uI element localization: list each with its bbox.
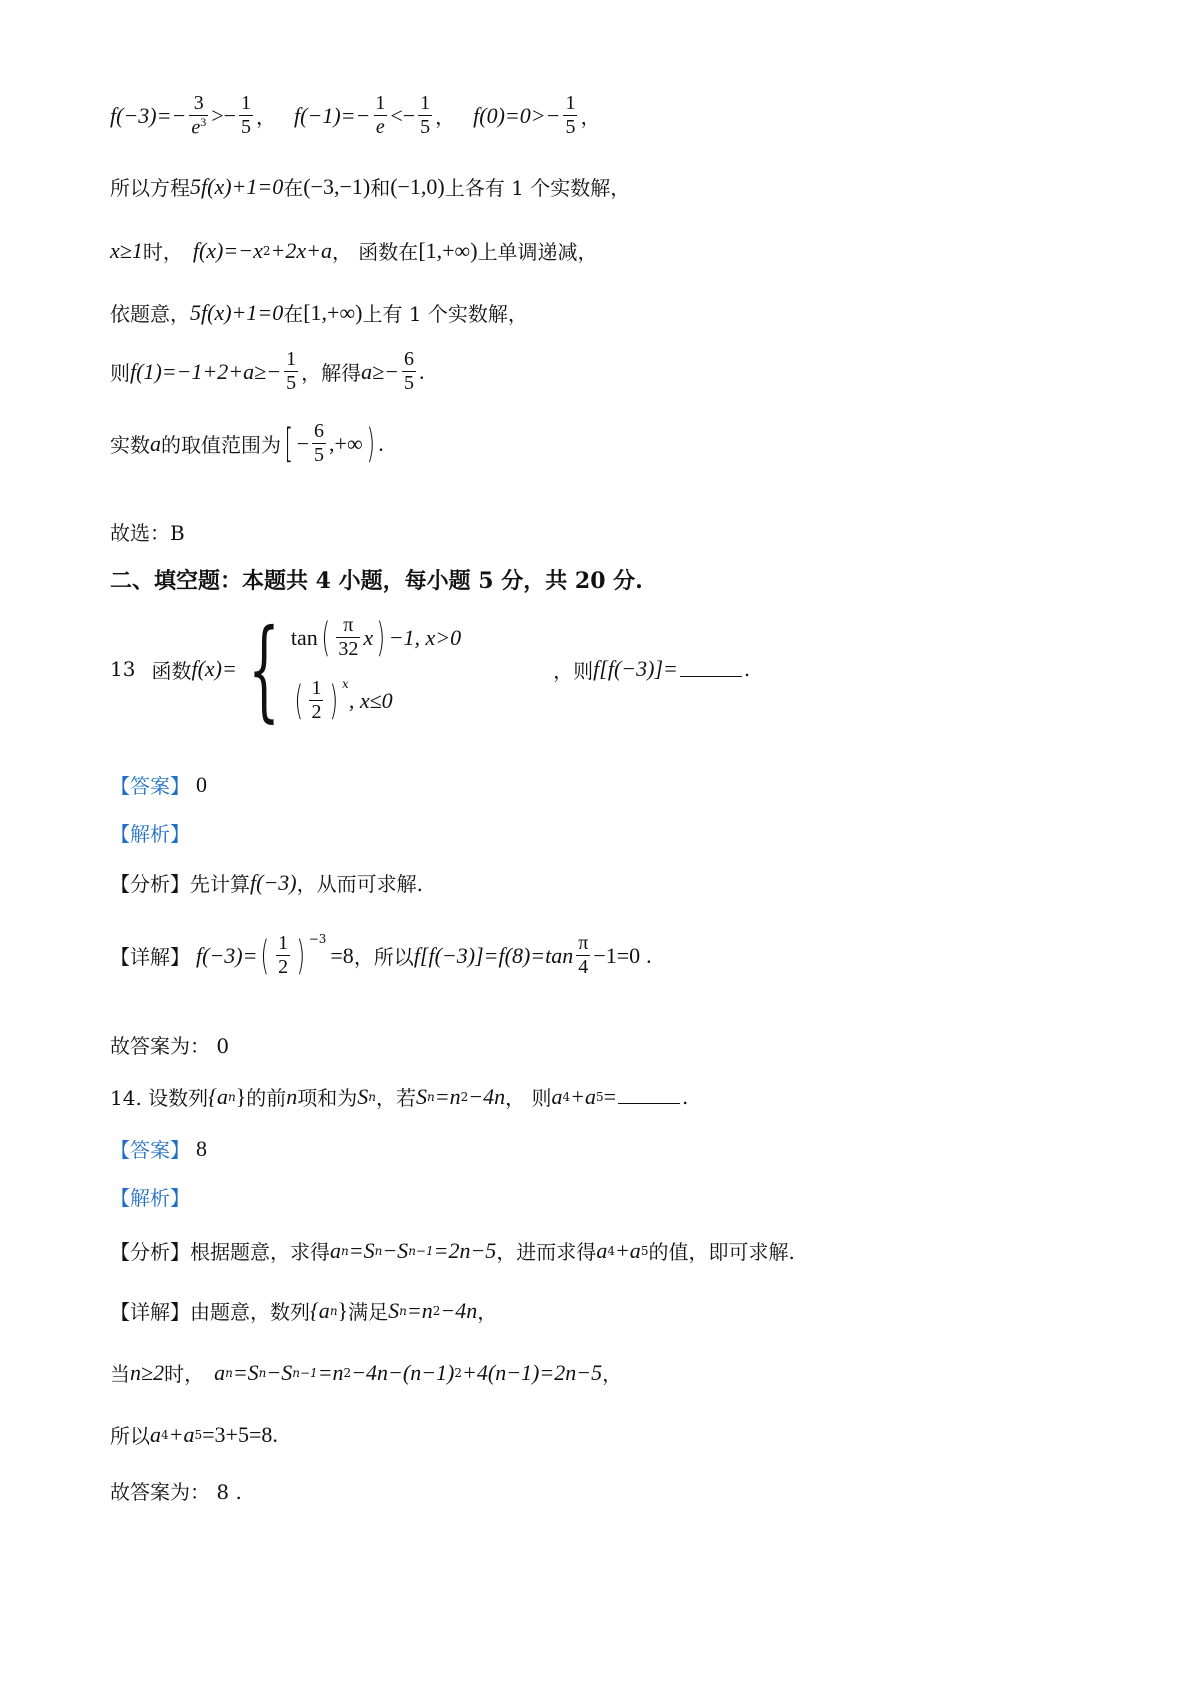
step-n2: 当 n≥2 时， a n =S n −S n−1 =n 2 −4n−(n−1) 2 +4(n−1)=2n−5 ，: [110, 1359, 623, 1386]
frac-1-over-5c: $\frac{1}{5}$: [565, 92, 576, 139]
frac-1-over-e: $\frac{1}{e}$: [375, 92, 386, 139]
answer-blank-14: [618, 1089, 680, 1104]
question-14: 14. 设数列 {a n } 的前 n 项和为 S n ，若 S n =n 2 −4n ， 则 a 4 +a 5 = .: [110, 1083, 689, 1110]
final-answer-13: 故答案为： 0: [110, 1034, 230, 1058]
eq-line-5: 则 f(1)=−1+2+a≥− $\frac{1}{5}$ ，解得 a≥− $\frac{6}{5}$ .: [110, 348, 425, 394]
question-13: 13 函数 f(x)= { tan ( $\frac{\pi}{32}$ x ) −1, x>0 ( $\frac{1}{2}$ ) $^x$ , x≤0 ，则 f[f(−3)]= .: [110, 605, 751, 733]
fenxi-14: 【分析】 根据题意，求得 a n =S n −S n−1 =2n−5 ，进而求得 a 4 +a 5 的值，即可求解.: [110, 1237, 795, 1264]
answer-blank: [680, 662, 742, 677]
frac-3-over-e3: $\frac{3}{e^3}$: [191, 92, 207, 139]
step-sum: 所以 a 4 +a 5 =3+5=8 .: [110, 1421, 278, 1448]
answer-choice: 故选：B: [110, 521, 185, 545]
eq-line-4: 依题意， 5f(x)+1=0 在 [1,+∞) 上有 1 个实数解，: [110, 299, 528, 326]
answer-14: 【答案】 8: [110, 1135, 207, 1162]
frac-6-over-5b: $\frac{6}{5}$: [314, 420, 325, 466]
eq-line-1: f(−3)=− $\frac{3}{e^3}$ >− $\frac{1}{5}$ ， f(−1)=− $\frac{1}{e}$ <− $\frac{1}{5}$ ， f(0)=0>− $\frac{1}{5}$ ，: [110, 92, 601, 139]
fenxi-13: 【分析】 先计算 f(−3) ，从而可求解.: [110, 869, 423, 896]
frac-6-over-5: $\frac{6}{5}$: [404, 348, 414, 394]
section-heading: 二、填空题：本题共 4 小题，每小题 5 分，共 20 分.: [110, 568, 643, 594]
eq-line-3: x≥1 时， f(x)=−x 2 +2x+a ， 函数在 [1,+∞) 上单调递减，: [110, 237, 598, 264]
left-brace: {: [248, 605, 280, 733]
eq-line-6: 实数 a 的取值范围为 [ − $\frac{6}{5}$ ,+∞ ) .: [110, 420, 384, 467]
final-answer-14: 故答案为： 8 .: [110, 1480, 242, 1504]
eq-line-2: 所以方程 5f(x)+1=0 在 (−3,−1) 和 (−1,0) 上各有 1 个实数解，: [110, 173, 631, 200]
detail-14: 【详解】 由题意，数列 {a n } 满足 S n =n 2 −4n ，: [110, 1297, 498, 1324]
piecewise-cases: tan ( $\frac{\pi}{32}$ x ) −1, x>0 ( $\frac{1}{2}$ ) $^x$ , x≤0: [290, 614, 462, 724]
frac-1-over-5d: $\frac{1}{5}$: [286, 348, 297, 394]
answer-13: 【答案】 0: [110, 771, 207, 798]
analysis-13: 【解析】: [110, 822, 190, 846]
analysis-14: 【解析】: [110, 1186, 190, 1210]
frac-1-over-5: $\frac{1}{5}$: [241, 92, 252, 139]
frac-1-over-5b: $\frac{1}{5}$: [420, 92, 431, 139]
detail-13: 【详解】 f(−3)= ( $\frac{1}{2}$ ) $^{-3}$ =8 ，所以 f[f(−3)]=f(8)=tan $\frac{\pi}{4}$ −1=0 .: [110, 932, 652, 979]
